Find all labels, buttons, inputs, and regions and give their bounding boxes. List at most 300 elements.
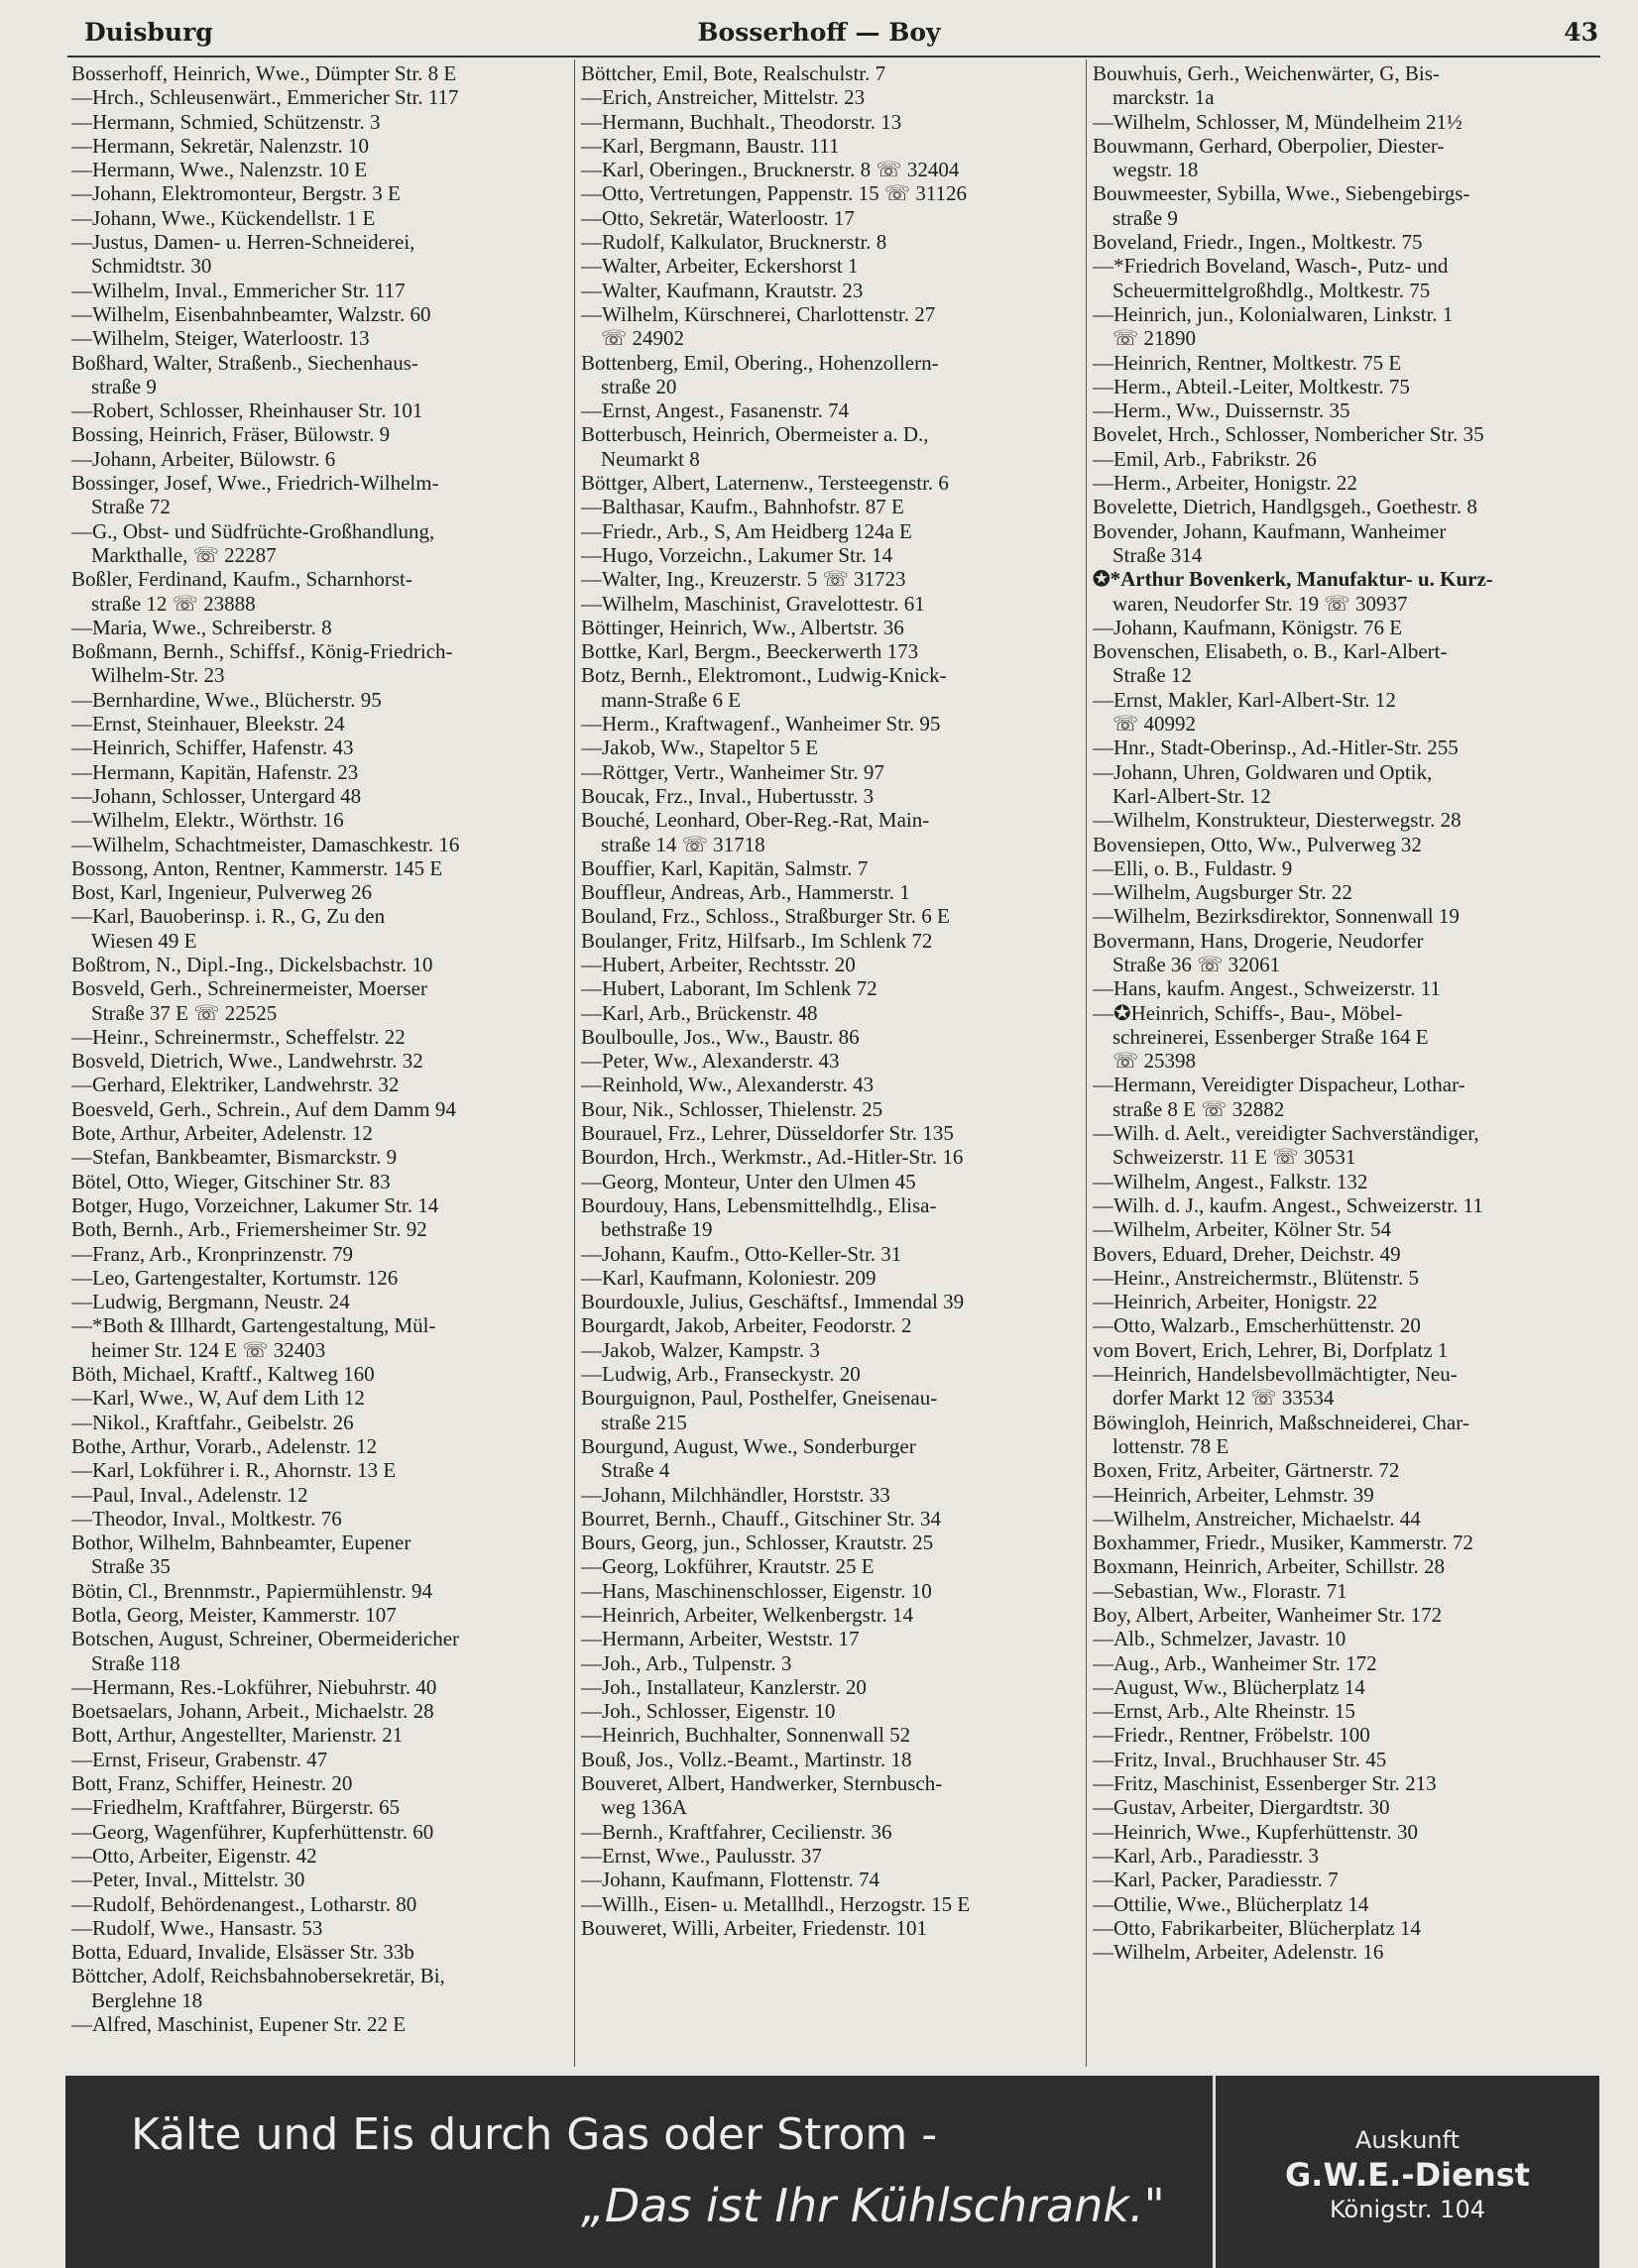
entry-line: Botterbusch, Heinrich, Obermeister a. D.,	[581, 422, 929, 447]
entry-line: —Balthasar, Kaufm., Bahnhofstr. 87 E	[581, 495, 904, 519]
entry-line: —Heinrich, Arbeiter, Welkenbergstr. 14	[581, 1603, 913, 1627]
entry-line: vom Bovert, Erich, Lehrer, Bi, Dorfplatz 1	[1093, 1337, 1449, 1362]
entry-line: Bouffier, Karl, Kapitän, Salmstr. 7	[581, 855, 869, 880]
directory-entry	[581, 1338, 1077, 1362]
entry-line: —Karl, Oberingen., Brucknerstr. 8 ☏ 32404	[581, 158, 960, 182]
directory-entry	[71, 784, 567, 808]
entry-line: Bouveret, Albert, Handwerker, Sternbusch-	[581, 1771, 943, 1796]
entry-line: —Ernst, Angest., Fasanenstr. 74	[581, 398, 850, 423]
entry-line: —Otto, Fabrikarbeiter, Blücherplatz 14	[1093, 1915, 1421, 1940]
entry-continuation-line: mann-Straße 6 E	[601, 687, 742, 712]
directory-entry	[1093, 1290, 1588, 1313]
directory-entry	[71, 1507, 567, 1531]
entry-continuation-line: Schweizerstr. 11 E ☏ 30531	[1112, 1145, 1356, 1170]
directory-entry	[1093, 736, 1588, 759]
entry-continuation-line: Straße 35	[91, 1554, 171, 1579]
directory-entry	[1093, 398, 1588, 422]
entry-line: —Heinrich, Arbeiter, Lehmstr. 39	[1093, 1482, 1374, 1507]
entry-continuation-line: waren, Neudorfer Str. 19 ☏ 30937	[1112, 591, 1408, 616]
column-divider	[1086, 59, 1087, 2067]
entry-line: Böttger, Albert, Laternenw., Tersteegenstr. 6	[581, 471, 949, 496]
entry-line: Bovelette, Dietrich, Handlgsgeh., Goethestr. 8	[1093, 495, 1477, 519]
entry-line: —Otto, Arbeiter, Eigenstr. 42	[71, 1843, 317, 1868]
directory-entry	[71, 1121, 567, 1145]
entry-line: Bour, Nik., Schlosser, Thielenstr. 25	[581, 1096, 883, 1121]
entry-line: —Hubert, Laborant, Im Schlenk 72	[581, 976, 878, 1001]
directory-entry	[71, 181, 567, 205]
entry-line: —Wilhelm, Eisenbahnbeamter, Walzstr. 60	[71, 301, 431, 326]
entry-continuation-line: lottenstr. 78 E	[1112, 1433, 1229, 1458]
entry-line: Boxen, Fritz, Arbeiter, Gärtnerstr. 72	[1093, 1458, 1400, 1483]
directory-entry	[1093, 1483, 1588, 1507]
entry-line: —Rudolf, Kalkulator, Brucknerstr. 8	[581, 230, 887, 255]
entry-line: —Maria, Wwe., Schreiberstr. 8	[71, 615, 332, 639]
entry-continuation-line: Straße 72	[91, 495, 171, 519]
entry-line: —Robert, Schlosser, Rheinhauser Str. 101	[71, 398, 423, 423]
directory-entry	[581, 1025, 1077, 1049]
directory-entry	[71, 1170, 567, 1193]
directory-entry	[71, 206, 567, 230]
directory-entry	[71, 398, 567, 422]
directory-entry	[581, 422, 1077, 471]
directory-entry	[71, 1193, 567, 1217]
entry-line: —Hubert, Arbeiter, Rechtsstr. 20	[581, 952, 856, 976]
directory-entry	[581, 1723, 1077, 1747]
directory-column-3	[1093, 61, 1588, 1964]
directory-entry	[71, 856, 567, 880]
directory-entry	[71, 1627, 567, 1675]
directory-entry	[1093, 1531, 1588, 1554]
directory-entry	[1093, 808, 1588, 832]
directory-entry	[71, 1386, 567, 1410]
entry-line: Bouché, Leonhard, Ober-Reg.-Rat, Main-	[581, 808, 930, 833]
entry-line: Botz, Bernh., Elektromont., Ludwig-Knick-	[581, 663, 947, 688]
directory-entry	[1093, 1795, 1588, 1819]
entry-line: —Johann, Wwe., Kückendellstr. 1 E	[71, 205, 376, 230]
directory-entry	[71, 1771, 567, 1795]
entry-line: —Johann, Kaufmann, Königstr. 76 E	[1093, 615, 1403, 639]
entry-line: —Ernst, Wwe., Paulusstr. 37	[581, 1843, 822, 1868]
entry-line: —Otto, Vertretungen, Pappenstr. 15 ☏ 31126	[581, 181, 968, 206]
entry-line: Böwingloh, Heinrich, Maßschneiderei, Char-	[1093, 1410, 1469, 1434]
entry-continuation-line: Straße 314	[1112, 542, 1203, 567]
entry-line: —Heinr., Schreinermstr., Scheffelstr. 22	[71, 1024, 406, 1049]
directory-entry	[581, 1145, 1077, 1169]
entry-line: Bost, Karl, Ingenieur, Pulverweg 26	[71, 880, 373, 905]
entry-line: —Wilhelm, Bezirksdirektor, Sonnenwall 19	[1093, 904, 1460, 929]
entry-line: —Hugo, Vorzeichn., Lakumer Str. 14	[581, 542, 893, 567]
directory-column-2	[581, 61, 1077, 1940]
entry-continuation-line: Berglehne 18	[91, 1987, 203, 2012]
entry-line: Bosveld, Gerh., Schreinermeister, Moerser	[71, 976, 427, 1001]
entry-line: —Wilhelm, Angest., Falkstr. 132	[1093, 1169, 1368, 1193]
entry-line: Bovenschen, Elisabeth, o. B., Karl-Albert-	[1093, 639, 1448, 664]
entry-continuation-line: marckstr. 1a	[1112, 85, 1215, 110]
entry-line: Boucak, Frz., Inval., Hubertusstr. 3	[581, 783, 875, 808]
entry-continuation-line: Schmidtstr. 30	[91, 254, 212, 279]
entry-line: —Hermann, Arbeiter, Weststr. 17	[581, 1627, 860, 1651]
directory-entry	[71, 1748, 567, 1771]
directory-entry	[1093, 1820, 1588, 1844]
directory-entry	[581, 1001, 1077, 1025]
directory-entry	[581, 1290, 1077, 1313]
directory-entry	[1093, 1868, 1588, 1891]
directory-entry	[1093, 1627, 1588, 1650]
entry-line: —Rudolf, Behördenangest., Lotharstr. 80	[71, 1891, 417, 1916]
entry-line: —Hermann, Kapitän, Hafenstr. 23	[71, 759, 359, 784]
entry-line: —Heinrich, Schiffer, Hafenstr. 43	[71, 736, 354, 760]
directory-entry	[581, 856, 1077, 880]
directory-entry	[581, 1531, 1077, 1554]
entry-line: —Joh., Arb., Tulpenstr. 3	[581, 1650, 792, 1675]
entry-line: —Friedhelm, Kraftfahrer, Bürgerstr. 65	[71, 1795, 401, 1820]
directory-entry	[581, 495, 1077, 518]
directory-entry	[581, 1386, 1077, 1434]
directory-entry	[1093, 1362, 1588, 1411]
entry-line: —August, Ww., Blücherplatz 14	[1093, 1674, 1365, 1699]
entry-line: Bours, Georg, jun., Schlosser, Krautstr. 25	[581, 1531, 934, 1555]
directory-entry	[1093, 880, 1588, 904]
directory-entry	[581, 1627, 1077, 1650]
entry-line: —Jakob, Walzer, Kampstr. 3	[581, 1337, 820, 1362]
entry-line: —Karl, Wwe., W, Auf dem Lith 12	[71, 1386, 365, 1411]
directory-entry	[1093, 351, 1588, 375]
header-city: Duisburg	[84, 18, 213, 47]
directory-entry	[71, 1217, 567, 1241]
directory-entry	[71, 1049, 567, 1073]
directory-entry	[581, 784, 1077, 808]
entry-line: —Wilhelm, Maschinist, Gravelottestr. 61	[581, 591, 925, 616]
entry-line: Bossinger, Josef, Wwe., Friedrich-Wilhelm-	[71, 471, 439, 496]
entry-line: Boetsaelars, Johann, Arbeit., Michaelstr. 28	[71, 1699, 434, 1724]
directory-entry	[581, 1675, 1077, 1699]
entry-line: Bosserhoff, Heinrich, Wwe., Dümpter Str. 8 E	[71, 61, 457, 85]
entry-line: —Walter, Ing., Kreuzerstr. 5 ☏ 31723	[581, 567, 906, 592]
entry-line: Boxmann, Heinrich, Arbeiter, Schillstr. 28	[1093, 1554, 1445, 1579]
directory-entry	[1093, 1748, 1588, 1771]
directory-entry	[1093, 1338, 1588, 1362]
entry-line: Boßmann, Bernh., Schiffsf., König-Friedrich-	[71, 639, 453, 664]
directory-entry	[71, 1458, 567, 1482]
directory-entry	[1093, 61, 1588, 110]
entry-line: Bourguignon, Paul, Posthelfer, Gneisenau-	[581, 1386, 938, 1411]
directory-entry	[71, 85, 567, 109]
entry-line: Bossing, Heinrich, Fräser, Bülowstr. 9	[71, 422, 391, 447]
directory-entry	[71, 1940, 567, 1964]
entry-line: —Herm., Abteil.-Leiter, Moltkestr. 75	[1093, 374, 1410, 398]
directory-entry	[581, 1121, 1077, 1145]
entry-line: —Hans, kaufm. Angest., Schweizerstr. 11	[1093, 976, 1441, 1001]
entry-line: Bovermann, Hans, Drogerie, Neudorfer	[1093, 928, 1424, 953]
directory-entry	[581, 567, 1077, 591]
entry-line: —Johann, Schlosser, Untergard 48	[71, 783, 362, 808]
entry-continuation-line: Wilhelm-Str. 23	[91, 663, 225, 688]
entry-line: —Herm., Ww., Duissernstr. 35	[1093, 398, 1350, 423]
entry-line: Botschen, August, Schreiner, Obermeidericher	[71, 1627, 460, 1651]
entry-line: —Karl, Packer, Paradiesstr. 7	[1093, 1868, 1339, 1892]
directory-entry	[71, 134, 567, 158]
entry-line: Boesveld, Gerh., Schrein., Auf dem Damm 94	[71, 1096, 456, 1121]
directory-entry	[581, 471, 1077, 495]
directory-entry	[1093, 422, 1588, 446]
entry-line: —Wilhelm, Elektr., Wörthstr. 16	[71, 808, 344, 833]
entry-line: —Alb., Schmelzer, Javastr. 10	[1093, 1627, 1346, 1651]
header-name-range: Bosserhoff — Boy	[697, 18, 941, 47]
entry-line: Boulanger, Fritz, Hilfsarb., Im Schlenk 72	[581, 928, 933, 953]
entry-line: —Nikol., Kraftfahr., Geibelstr. 26	[71, 1410, 354, 1434]
directory-entry	[71, 736, 567, 759]
entry-line: —Ernst, Makler, Karl-Albert-Str. 12	[1093, 687, 1396, 712]
advert-slogan-line-1: Kälte und Eis durch Gas oder Strom -	[131, 2109, 938, 2160]
entry-continuation-line: ☏ 21890	[1112, 326, 1197, 351]
directory-entry	[581, 736, 1077, 759]
entry-line: —Leo, Gartengestalter, Kortumstr. 126	[71, 1265, 399, 1290]
directory-entry	[71, 1531, 567, 1579]
directory-entry	[71, 1916, 567, 1940]
directory-entry	[581, 1603, 1077, 1627]
directory-entry	[1093, 976, 1588, 1000]
entry-line: —Wilhelm, Konstrukteur, Diesterwegstr. 28	[1093, 808, 1462, 833]
directory-entry	[1093, 1675, 1588, 1699]
entry-line: —Johann, Milchhändler, Horststr. 33	[581, 1482, 890, 1507]
directory-entry	[1093, 181, 1588, 230]
entry-line: —Jakob, Ww., Stapeltor 5 E	[581, 736, 819, 760]
entry-line: —Gustav, Arbeiter, Diergardtstr. 30	[1093, 1795, 1390, 1820]
entry-line: —Friedr., Rentner, Fröbelstr. 100	[1093, 1723, 1370, 1748]
entry-line: —Elli, o. B., Fuldastr. 9	[1093, 855, 1293, 880]
entry-line: —Alfred, Maschinist, Eupener Str. 22 E	[71, 2012, 407, 2037]
directory-entry	[581, 1699, 1077, 1723]
advert-info-address: Königstr. 104	[1330, 2196, 1485, 2223]
entry-line: —Gerhard, Elektriker, Landwehrstr. 32	[71, 1073, 400, 1097]
advert-slogan-line-2: „Das ist Ihr Kühlschrank."	[581, 2179, 1165, 2232]
entry-line: —Walter, Arbeiter, Eckershorst 1	[581, 254, 859, 279]
directory-entry	[71, 976, 567, 1025]
column-divider	[574, 59, 575, 2067]
directory-entry	[1093, 1723, 1588, 1747]
directory-entry	[71, 1820, 567, 1844]
directory-entry	[1093, 1892, 1588, 1916]
entry-line: —Wilhelm, Steiger, Waterloostr. 13	[71, 326, 370, 351]
entry-line: —Karl, Lokführer i. R., Ahornstr. 13 E	[71, 1458, 397, 1483]
directory-entry	[71, 1892, 567, 1916]
directory-entry	[581, 953, 1077, 976]
directory-entry	[1093, 760, 1588, 809]
entry-line: —Emil, Arb., Fabrikstr. 26	[1093, 446, 1317, 471]
entry-line: —Otto, Sekretär, Waterloostr. 17	[581, 205, 855, 230]
directory-entry	[1093, 302, 1588, 351]
directory-entry	[1093, 1121, 1588, 1170]
directory-entry	[581, 1434, 1077, 1483]
directory-entry	[1093, 1411, 1588, 1459]
directory-entry	[71, 422, 567, 446]
entry-continuation-line: straße 9	[91, 374, 157, 398]
entry-line: —Reinhold, Ww., Alexanderstr. 43	[581, 1073, 875, 1097]
directory-entry	[581, 1844, 1077, 1868]
entry-line: Bourdouxle, Julius, Geschäftsf., Immendal 39	[581, 1290, 965, 1314]
entry-line: —Hermann, Res.-Lokführer, Niebuhrstr. 40	[71, 1674, 437, 1699]
directory-entry	[71, 230, 567, 279]
entry-line: —Johann, Kaufmann, Flottenstr. 74	[581, 1868, 879, 1892]
directory-entry	[71, 1964, 567, 2012]
directory-entry	[71, 1073, 567, 1096]
directory-entry	[71, 1266, 567, 1290]
entry-line: —Wilhelm, Schlosser, M, Mündelheim 21½	[1093, 109, 1462, 134]
directory-entry	[581, 663, 1077, 712]
entry-line: Bosveld, Dietrich, Wwe., Landwehrstr. 32	[71, 1049, 423, 1074]
entry-continuation-line: dorfer Markt 12 ☏ 33534	[1112, 1386, 1335, 1411]
entry-line: —Ernst, Steinhauer, Bleekstr. 24	[71, 712, 345, 737]
entry-line: —Georg, Monteur, Unter den Ulmen 45	[581, 1169, 916, 1193]
entry-continuation-line: straße 9	[1112, 205, 1178, 230]
entry-line: Bothe, Arthur, Vorarb., Adelenstr. 12	[71, 1433, 378, 1458]
directory-entry	[71, 567, 567, 616]
entry-line: —Erich, Anstreicher, Mittelstr. 23	[581, 85, 866, 110]
entry-line: —Georg, Lokführer, Krautstr. 25 E	[581, 1554, 875, 1579]
entry-line: —Johann, Elektromonteur, Bergstr. 3 E	[71, 181, 401, 206]
entry-continuation-line: Scheuermittelgroßhdlg., Moltkestr. 75	[1112, 278, 1431, 302]
directory-entry	[71, 1411, 567, 1434]
entry-line: —Wilhelm, Inval., Emmericher Str. 117	[71, 278, 406, 302]
entry-line: Böttcher, Adolf, Reichsbahnobersekretär, Bi,	[71, 1964, 445, 1988]
directory-entry	[1093, 230, 1588, 254]
directory-entry	[71, 688, 567, 712]
directory-entry	[581, 279, 1077, 302]
entry-line: —Fritz, Maschinist, Essenberger Str. 213	[1093, 1771, 1437, 1796]
directory-entry	[581, 181, 1077, 205]
directory-entry	[71, 1795, 567, 1819]
entry-line: Boßhard, Walter, Straßenb., Siechenhaus-	[71, 350, 418, 375]
entry-line: —Karl, Bergmann, Baustr. 111	[581, 133, 840, 158]
entry-line: Botla, Georg, Meister, Kammerstr. 107	[71, 1603, 397, 1627]
directory-entry	[1093, 254, 1588, 302]
directory-entry	[581, 1554, 1077, 1578]
directory-entry	[581, 904, 1077, 928]
directory-entry	[1093, 1940, 1588, 1964]
directory-entry	[71, 1097, 567, 1121]
entry-line: —Willh., Eisen- u. Metallhdl., Herzogstr. 15 E	[581, 1891, 971, 1916]
directory-entry	[1093, 1217, 1588, 1241]
directory-entry	[71, 1025, 567, 1049]
entry-line: Bourauel, Frz., Lehrer, Düsseldorfer Str. 135	[581, 1121, 954, 1146]
entry-line: —Johann, Arbeiter, Bülowstr. 6	[71, 446, 336, 471]
entry-line: —Karl, Kaufmann, Koloniestr. 209	[581, 1265, 877, 1290]
directory-entry	[581, 254, 1077, 278]
directory-entry	[1093, 639, 1588, 688]
entry-line: Bothor, Wilhelm, Bahnbeamter, Eupener	[71, 1531, 411, 1555]
directory-entry	[71, 616, 567, 639]
directory-entry	[581, 1170, 1077, 1193]
directory-entry	[71, 110, 567, 134]
directory-entry	[581, 398, 1077, 422]
advert-info-name: G.W.E.-Dienst	[1285, 2156, 1530, 2194]
entry-line: —Hermann, Buchhalt., Theodorstr. 13	[581, 109, 902, 134]
entry-line: —Heinrich, jun., Kolonialwaren, Linkstr. 1	[1093, 301, 1454, 326]
directory-entry	[1093, 1001, 1588, 1074]
directory-entry	[1093, 1699, 1588, 1723]
entry-continuation-line: heimer Str. 124 E ☏ 32403	[91, 1337, 326, 1362]
entry-line: Bott, Arthur, Angestellter, Marienstr. 21	[71, 1723, 404, 1748]
entry-line: Bottenberg, Emil, Obering., Hohenzollern-	[581, 350, 939, 375]
directory-entry	[581, 85, 1077, 109]
entry-line: ✪*Arthur Bovenkerk, Manufaktur- u. Kurz-	[1093, 567, 1493, 592]
entry-continuation-line: ☏ 24902	[601, 326, 685, 351]
entry-line: Bouwmeester, Sybilla, Wwe., Siebengebirgs-	[1093, 181, 1470, 206]
entry-line: Bouwhuis, Gerh., Weichenwärter, G, Bis-	[1093, 61, 1440, 85]
entry-line: Bourret, Bernh., Chauff., Gitschiner Str. 34	[581, 1506, 941, 1531]
directory-entry	[581, 1097, 1077, 1121]
entry-continuation-line: Straße 37 E ☏ 22525	[91, 1000, 278, 1025]
directory-entry	[71, 1362, 567, 1386]
entry-line: —Paul, Inval., Adelenstr. 12	[71, 1482, 308, 1507]
directory-entry	[1093, 375, 1588, 398]
directory-entry	[581, 519, 1077, 543]
directory-entry	[581, 712, 1077, 736]
entry-continuation-line: bethstraße 19	[601, 1217, 713, 1242]
page-number: 43	[1564, 18, 1598, 47]
entry-line: —Bernh., Kraftfahrer, Cecilienstr. 36	[581, 1819, 892, 1844]
entry-line: Bötel, Otto, Wieger, Gitschiner Str. 83	[71, 1169, 391, 1193]
directory-entry	[1093, 495, 1588, 518]
entry-line: —Herm., Kraftwagenf., Wanheimer Str. 95	[581, 712, 941, 737]
entry-line: Bovender, Johann, Kaufmann, Wanheimer	[1093, 518, 1447, 543]
entry-continuation-line: Straße 118	[91, 1650, 180, 1675]
entry-line: Bourdon, Hrch., Werkmstr., Ad.-Hitler-Str. 16	[581, 1145, 964, 1170]
directory-entry	[71, 519, 567, 568]
directory-column-1	[71, 61, 567, 2036]
directory-entry	[71, 1434, 567, 1458]
directory-entry	[581, 110, 1077, 134]
entry-line: —Johann, Uhren, Goldwaren und Optik,	[1093, 759, 1433, 784]
directory-entry	[1093, 1916, 1588, 1940]
directory-entry	[1093, 688, 1588, 737]
entry-continuation-line: straße 215	[601, 1410, 687, 1434]
entry-line: Bossong, Anton, Rentner, Kammerstr. 145 E	[71, 855, 443, 880]
directory-entry	[1093, 616, 1588, 639]
entry-line: Böttcher, Emil, Bote, Realschulstr. 7	[581, 61, 886, 85]
entry-line: —Wilhelm, Anstreicher, Michaelstr. 44	[1093, 1506, 1421, 1531]
entry-line: —Wilhelm, Schachtmeister, Damaschkestr. 16	[71, 832, 460, 856]
entry-line: —Hans, Maschinenschlosser, Eigenstr. 10	[581, 1578, 932, 1603]
entry-line: —Ottilie, Wwe., Blücherplatz 14	[1093, 1891, 1369, 1916]
directory-entry	[71, 833, 567, 856]
entry-line: —Wilhelm, Arbeiter, Kölner Str. 54	[1093, 1217, 1392, 1242]
entry-line: Bouß, Jos., Vollz.-Beamt., Martinstr. 18	[581, 1747, 912, 1771]
directory-entry	[71, 1603, 567, 1627]
entry-line: Bottke, Karl, Bergm., Beeckerwerth 173	[581, 639, 919, 664]
entry-line: Boy, Albert, Arbeiter, Wanheimer Str. 172	[1093, 1603, 1443, 1627]
directory-entry	[1093, 904, 1588, 928]
directory-entry	[581, 1313, 1077, 1337]
entry-line: —Sebastian, Ww., Florastr. 71	[1093, 1578, 1347, 1603]
directory-entry	[71, 326, 567, 350]
entry-line: —*Friedrich Boveland, Wasch-, Putz- und	[1093, 254, 1449, 279]
directory-entry	[1093, 929, 1588, 977]
directory-entry	[581, 1771, 1077, 1820]
entry-continuation-line: Markthalle, ☏ 22287	[91, 542, 277, 567]
entry-line: —Peter, Inval., Mittelstr. 30	[71, 1868, 305, 1892]
directory-entry	[1093, 1266, 1588, 1290]
directory-entry	[1093, 471, 1588, 495]
entry-line: Bourgardt, Jakob, Arbeiter, Feodorstr. 2	[581, 1313, 912, 1338]
directory-entry	[71, 302, 567, 326]
directory-entry	[581, 1362, 1077, 1386]
directory-entry	[71, 1579, 567, 1603]
entry-line: —Ludwig, Bergmann, Neustr. 24	[71, 1290, 350, 1314]
directory-entry	[71, 351, 567, 399]
directory-entry	[1093, 1651, 1588, 1675]
entry-line: Botta, Eduard, Invalide, Elsässer Str. 33b	[71, 1940, 414, 1965]
